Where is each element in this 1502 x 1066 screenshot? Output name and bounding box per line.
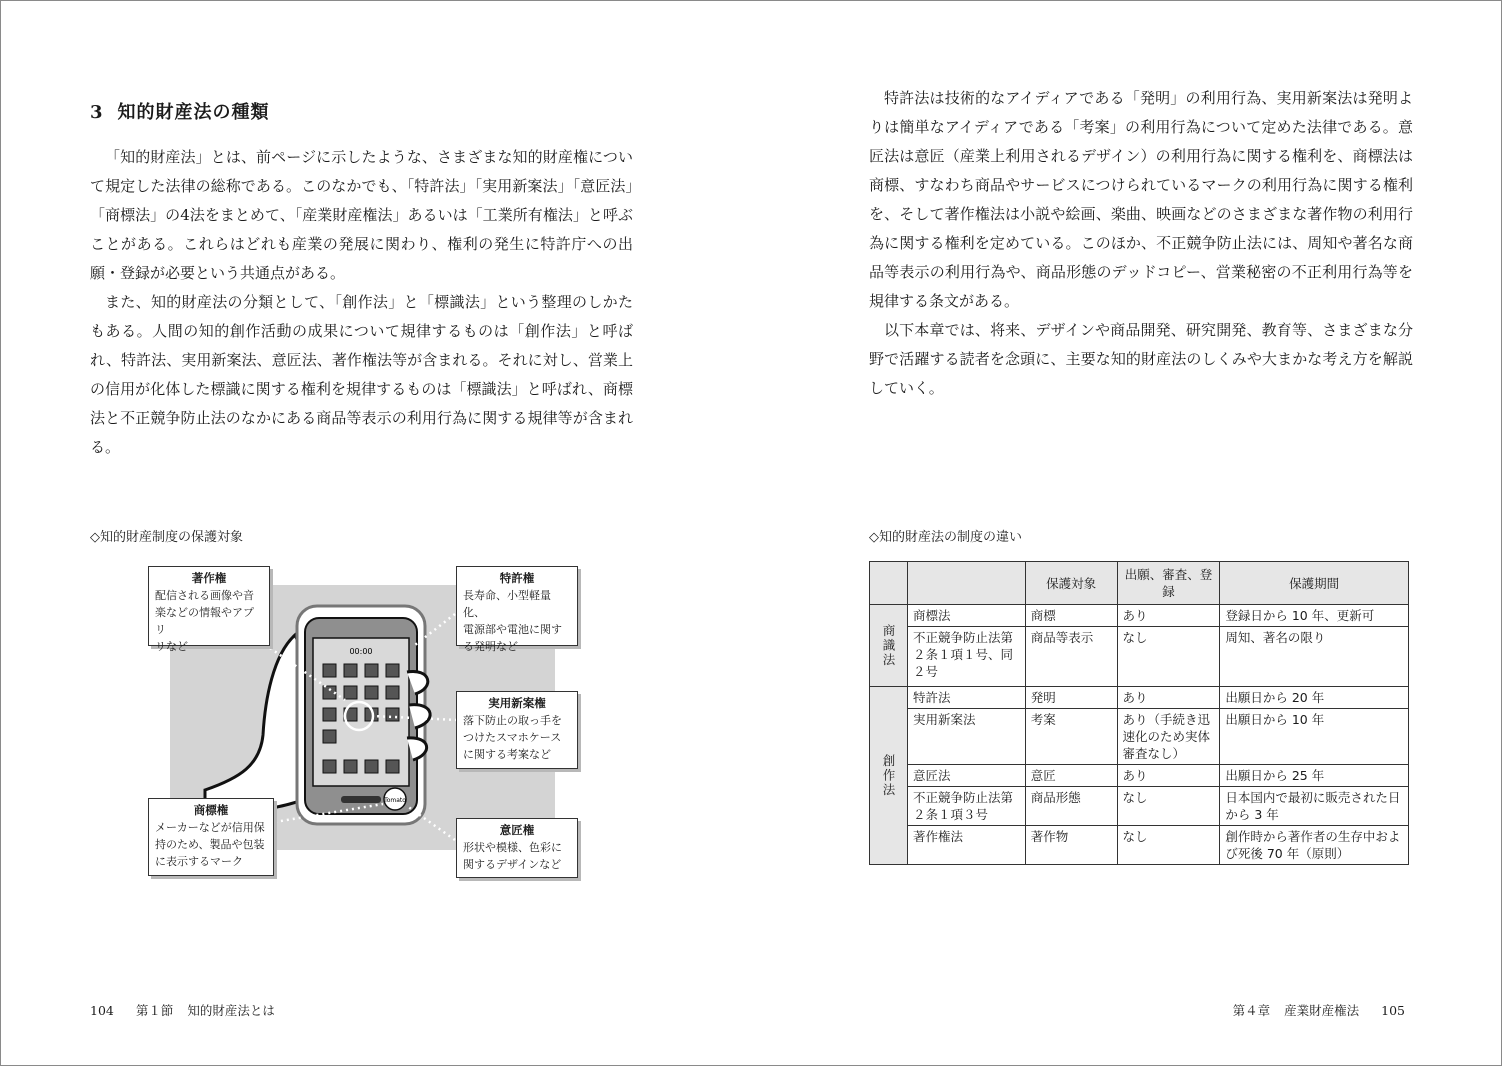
callout-line: る発明など — [463, 640, 518, 653]
right-body-text — [869, 84, 1413, 403]
callout-line: 持のため、製品や包装 — [155, 838, 265, 851]
table-row — [870, 826, 1409, 865]
table-cell: 周知、著名の限り — [1220, 627, 1409, 687]
footer-title: 知的財産法とは — [187, 1003, 275, 1018]
callout-copyright — [148, 566, 270, 653]
header-cell: 保護期間 — [1220, 562, 1409, 605]
table-cell: 不正競争防止法第２条１項３号 — [907, 787, 1025, 826]
table-cell: 日本国内で最初に販売された日から 3 年 — [1220, 787, 1409, 826]
law-comparison-table — [869, 561, 1409, 865]
callout-line: 電源部や電池に関す — [463, 623, 562, 636]
table-cell: 考案 — [1025, 709, 1117, 765]
table-cell: 著作物 — [1025, 826, 1117, 865]
paragraph: 特許法は技術的なアイディアである「発明」の利用行為、実用新案法は発明よりは簡単なアイディアである「考案」の利用行為について定めた法律である。意匠法は意匠（産業上利用されるデザイン）の利用行為に関する権利を、商標法は商標、すなわち商品やサービスにつけられているマークの利用行為に関する権利を、そして著作権法は小説や絵画、楽曲、映画などのさまざまな著作物の利用行為に関する権利を定めている。このほか、不正競争防止法には、周知や著名な商品等表示の利用行為や、商品形態のデッドコピー、営業秘密の不正利用行為等を規律する条文がある。 — [869, 89, 1413, 310]
callout-title: 実用新案権 — [488, 696, 546, 710]
table-cell: あり — [1117, 605, 1220, 627]
table-row — [870, 787, 1409, 826]
callout-title: 特許権 — [499, 571, 535, 585]
section-title: 知的財産法の種類 — [117, 102, 270, 123]
callout-line: 落下防止の取っ手を — [463, 714, 562, 727]
phone-brand: Tomato — [384, 797, 406, 804]
callout-patent — [456, 566, 578, 653]
paragraph: 以下本章では、将来、デザインや商品開発、研究開発、教育等、さまざまな分野で活躍する読者を念頭に、主要な知的財産法のしくみや大まかな考え方を解説していく。 — [869, 321, 1413, 397]
table-cell: 意匠法 — [907, 765, 1025, 787]
callout-line: メーカーなどが信用保 — [155, 821, 265, 834]
group-label: 創作法 — [880, 753, 896, 798]
group-label: 商識法 — [880, 623, 896, 668]
table-cell: 出願日から 10 年 — [1220, 709, 1409, 765]
table-row — [870, 765, 1409, 787]
callout-line: リなど — [155, 640, 188, 653]
table-cell: 出願日から 20 年 — [1220, 687, 1409, 709]
table-cell: 商標法 — [907, 605, 1025, 627]
table-cell: なし — [1117, 787, 1220, 826]
table-header-row — [870, 562, 1409, 605]
footer-title: 産業財産権法 — [1284, 1003, 1360, 1018]
left-body-text — [90, 143, 633, 462]
table-cell: 著作権法 — [907, 826, 1025, 865]
callout-line: に関する考案など — [463, 748, 551, 761]
group-cell-creation — [870, 687, 908, 865]
callout-line: に表示するマーク — [155, 855, 243, 868]
callout-line: 形状や模様、色彩に — [463, 841, 562, 854]
header-cell — [907, 562, 1025, 605]
table-cell: 意匠 — [1025, 765, 1117, 787]
page-number: 104 — [90, 1003, 114, 1018]
protection-figure — [145, 560, 585, 884]
group-cell-sign — [870, 605, 908, 687]
header-cell: 保護対象 — [1025, 562, 1117, 605]
table-cell: 創作時から著作者の生存中および死後 70 年（原則） — [1220, 826, 1409, 865]
callout-line: 楽などの情報やアプリ — [155, 606, 254, 636]
callout-utility — [456, 691, 578, 769]
callout-line: 長寿命、小型軽量化、 — [463, 589, 551, 619]
footer-section: 第１節 — [135, 1003, 174, 1018]
table-cell: 不正競争防止法第２条１項１号、同２号 — [907, 627, 1025, 687]
callout-title: 意匠権 — [499, 823, 535, 837]
header-cell: 出願、審査、登録 — [1117, 562, 1220, 605]
table-caption: ◇知的財産法の制度の違い — [869, 530, 1022, 545]
callout-line: 配信される画像や音 — [155, 589, 254, 602]
table-cell: なし — [1117, 627, 1220, 687]
table-cell: 登録日から 10 年、更新可 — [1220, 605, 1409, 627]
callout-title: 商標権 — [193, 803, 229, 817]
page-number: 105 — [1381, 1003, 1405, 1018]
header-cell — [870, 562, 908, 605]
callout-line: つけたスマホケース — [463, 731, 562, 744]
table-cell: 実用新案法 — [907, 709, 1025, 765]
figure-caption: ◇知的財産制度の保護対象 — [90, 530, 243, 545]
paragraph: 「知的財産法」とは、前ページに示したような、さまざまな知的財産権について規定した法律の総称である。このなかでも、「特許法」「実用新案法」「意匠法」「商標法」の4法をまとめて、「産業財産権法」あるいは「工業所有権法」と呼ぶことがある。これらはどれも産業の発展に関わり、権利の発生に特許庁への出願・登録が必要という共通点がある。 — [90, 148, 633, 282]
table-row — [870, 687, 1409, 709]
table-cell: あり — [1117, 687, 1220, 709]
callout-title: 著作権 — [191, 571, 227, 585]
table-cell: あり — [1117, 765, 1220, 787]
phone-time: 00:00 — [349, 647, 373, 656]
section-heading — [90, 98, 270, 124]
table-cell: 特許法 — [907, 687, 1025, 709]
table-cell: 商品等表示 — [1025, 627, 1117, 687]
right-page — [751, 0, 1502, 1066]
table-cell: なし — [1117, 826, 1220, 865]
table-row — [870, 627, 1409, 687]
paragraph: また、知的財産法の分類として、「創作法」と「標識法」という整理のしかたもある。人間の知的創作活動の成果について規律するものは「創作法」と呼ばれ、特許法、実用新案法、意匠法、著作権法等が含まれる。それに対し、営業上の信用が化体した標識に関する権利を規律するものは「標識法」と呼ばれ、商標法と不正競争防止法のなかにある商品等表示の利用行為に関する規律等が含まれる。 — [90, 293, 633, 456]
table-cell: 商品形態 — [1025, 787, 1117, 826]
right-footer — [1233, 1001, 1405, 1019]
callout-trademark — [148, 798, 274, 876]
table-cell: 発明 — [1025, 687, 1117, 709]
table-cell: 商標 — [1025, 605, 1117, 627]
table-row — [870, 605, 1409, 627]
callout-design — [456, 818, 578, 878]
table-cell: あり（手続き迅速化のため実体審査なし） — [1117, 709, 1220, 765]
table-cell: 出願日から 25 年 — [1220, 765, 1409, 787]
home-button — [341, 796, 381, 803]
section-number: 3 — [90, 102, 104, 123]
callout-line: 関するデザインなど — [463, 858, 562, 871]
left-footer — [90, 1001, 275, 1019]
table-row — [870, 709, 1409, 765]
footer-chapter: 第４章 — [1232, 1003, 1271, 1018]
